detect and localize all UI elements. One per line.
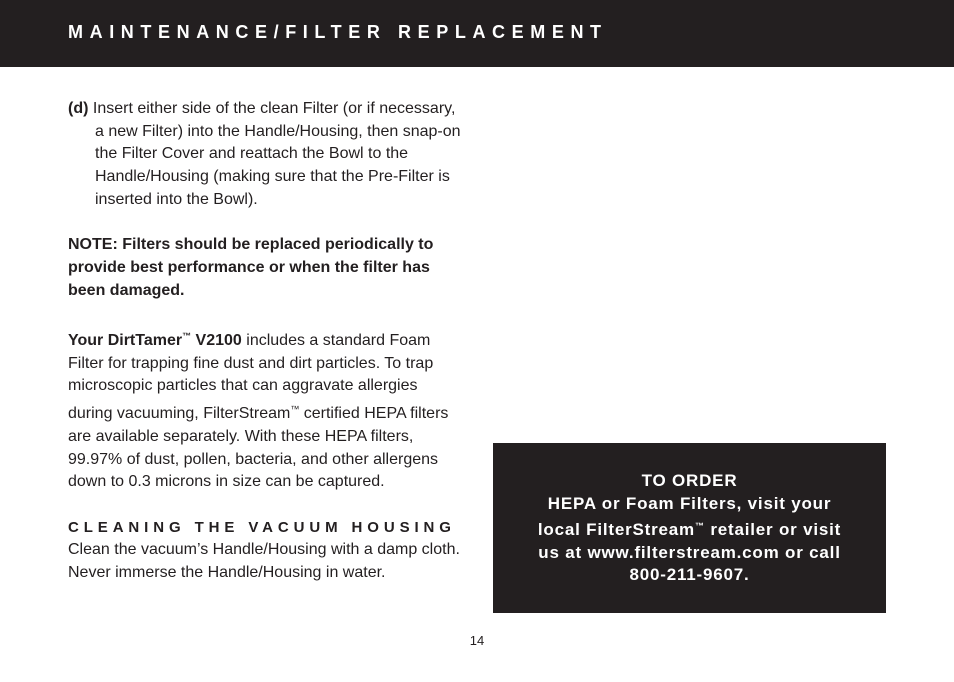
dirttamer-text-a: includes a standard Foam Filter for trapping fine dust and dirt particles. To trap microscopic particles that can aggravate allergies during vacuuming, FilterStream [68,332,434,423]
order-line-3b: retailer or visit [704,520,842,540]
product-model: V2100 [191,332,242,349]
cleaning-heading: CLEANING THE VACUUM HOUSING [68,518,456,536]
order-heading: TO ORDER [641,471,738,490]
left-column [68,98,464,585]
order-trademark-symbol: ™ [694,521,705,532]
header-bar [0,0,954,67]
order-line-2: HEPA or Foam Filters, visit your [547,493,832,513]
step-d-text: Insert either side of the clean Filter (or if necessary, a new Filter) into the Handle/Housing, then snap-on the Filter Cover and reattach the Bowl to the Handle/Housing (making sure that the Pre-Filter is inserted into the Bowl). [88,100,461,208]
product-name: Your DirtTamer [68,332,183,349]
dirttamer-text-b: certified HEPA filters are available separately. With these HEPA filters, 99.97% of dust, pollen, bacteria, and other allergens down to 0.3 microns in size can be captured. [68,405,449,491]
dirttamer-paragraph [68,325,464,494]
step-marker: (d) [68,100,89,117]
order-line-3 [493,515,886,542]
step-d-paragraph [68,98,464,212]
trademark-symbol: ™ [182,331,192,341]
page-number: 14 [469,633,485,648]
order-text [493,470,886,587]
order-line-4: us at www.filterstream.com or call [538,542,841,562]
cleaning-text: Clean the vacuum’s Handle/Housing with a damp cloth. Never immerse the Handle/Housing in water. [68,541,460,582]
note-paragraph: NOTE: Filters should be replaced periodically to provide best performance or when the filter has been damaged. [68,236,434,299]
order-phone: 800-211-9607. [629,565,750,585]
page-title: MAINTENANCE/FILTER REPLACEMENT [68,22,608,42]
trademark-symbol-2: ™ [290,404,300,415]
order-line-3a: local FilterStream [537,520,695,540]
order-box [493,443,886,613]
